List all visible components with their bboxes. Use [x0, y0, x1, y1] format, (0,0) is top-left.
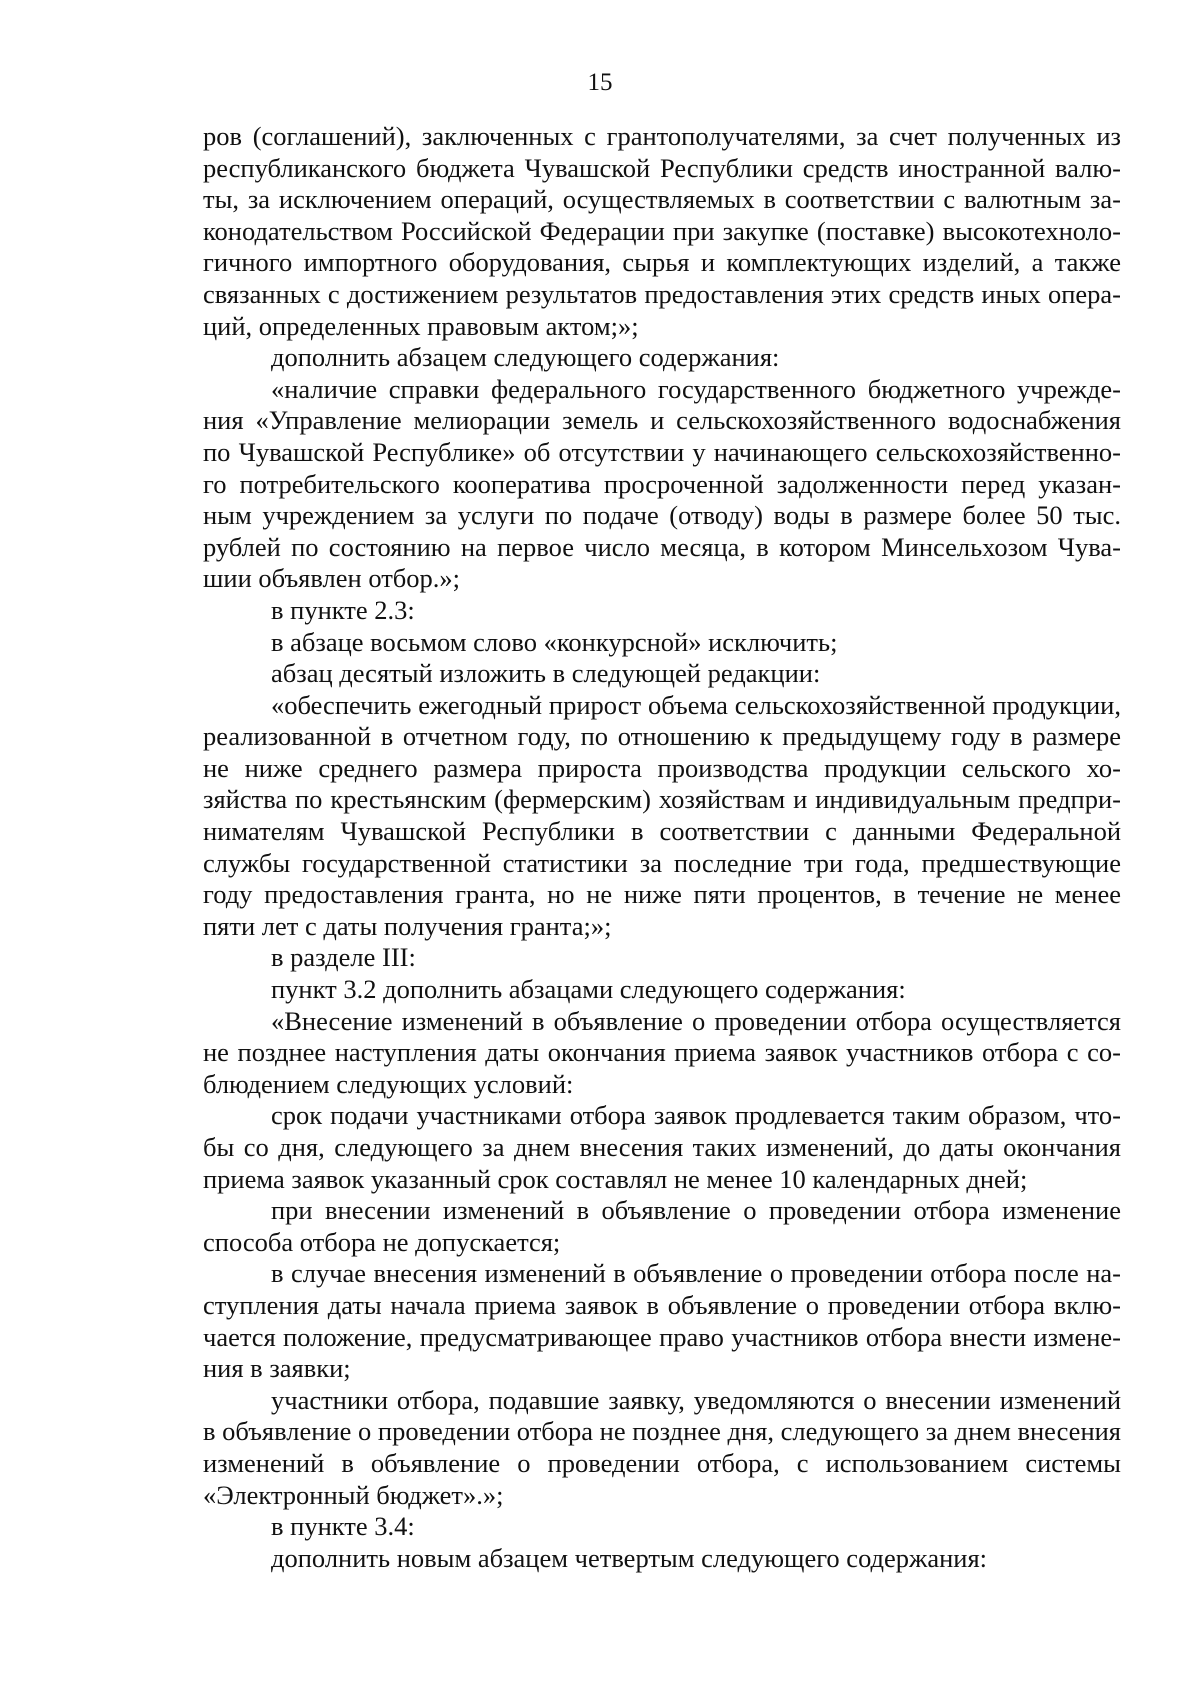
paragraph: «обеспечить ежегодный прирост объема сельскохозяйственной продукции, реализованной в отчетном году, по отношению к предыдущему году в размере не ниже среднего размера прироста производства продукции сельского хозяйства по крестьянским (фермерским) хозяйствам и индивидуальным предпринимателям Чувашской Республики в соответствии с данными Федеральной службы государственной статистики за последние три года, предшествующие году предоставления гранта, но не ниже пяти процентов, в течение не менее пяти лет с даты получения гранта;»;: [203, 689, 1121, 941]
paragraph: в пункте 2.3:: [271, 594, 415, 625]
paragraph: «наличие справки федерального государственного бюджетного учреждения «Управление мелиорации земель и сельскохозяйственного водоснабжения по Чувашской Республике» об отсутствии у начинающего сельскохозяйственного потребительского кооператива просроченной задолженности перед указанным учреждением за услуги по подаче (отводу) воды в размере более 50 тыс. рублей по состоянию на первое число месяца, в котором Минсельхозом Чувашии объявлен отбор.»;: [203, 373, 1121, 594]
paragraph-continuation: ров (соглашений), заключенных с грантополучателями, за счет полученных из республиканского бюджета Чувашской Республики средств иностранной валюты, за исключением операций, осуществляемых в соответствии с валютным законодательством Российской Федерации при закупке (поставке) высокотехнологичного импортного оборудования, сырья и комплектующих изделий, а также связанных с достижением результатов предоставления этих средств иных операций, определенных правовым актом;»;: [203, 121, 1121, 341]
page-number: 15: [587, 69, 613, 96]
paragraph: пункт 3.2 дополнить абзацами следующего содержания:: [271, 974, 906, 1005]
paragraph: при внесении изменений в объявление о проведении отбора изменение способа отбора не допускается;: [203, 1195, 1121, 1257]
paragraph: дополнить абзацем следующего содержания:: [271, 342, 780, 373]
paragraph: абзац десятый изложить в следующей редакции:: [271, 658, 821, 689]
paragraph: в разделе III:: [271, 942, 416, 973]
paragraph: «Внесение изменений в объявление о проведении отбора осуществляется не позднее наступления даты окончания приема заявок участников отбора с соблюдением следующих условий:: [203, 1005, 1121, 1099]
paragraph: в абзаце восьмом слово «конкурсной» исключить;: [271, 626, 838, 657]
paragraph: в пункте 3.4:: [271, 1511, 415, 1542]
paragraph: дополнить новым абзацем четвертым следующего содержания:: [271, 1542, 988, 1573]
paragraph: срок подачи участниками отбора заявок продлевается таким образом, чтобы со дня, следующего за днем внесения таких изменений, до даты окончания приема заявок указанный срок составлял не менее 10 календарных дней;: [203, 1100, 1121, 1194]
paragraph: участники отбора, подавшие заявку, уведомляются о внесении изменений в объявление о проведении отбора не позднее дня, следующего за днем внесения изменений в объявление о проведении отбора, с использованием системы «Электронный бюджет».»;: [203, 1384, 1121, 1510]
document-body: [203, 121, 1121, 1574]
paragraph: в случае внесения изменений в объявление о проведении отбора после наступления даты начала приема заявок в объявление о проведении отбора включается положение, предусматривающее право участников отбора внести изменения в заявки;: [203, 1258, 1121, 1384]
